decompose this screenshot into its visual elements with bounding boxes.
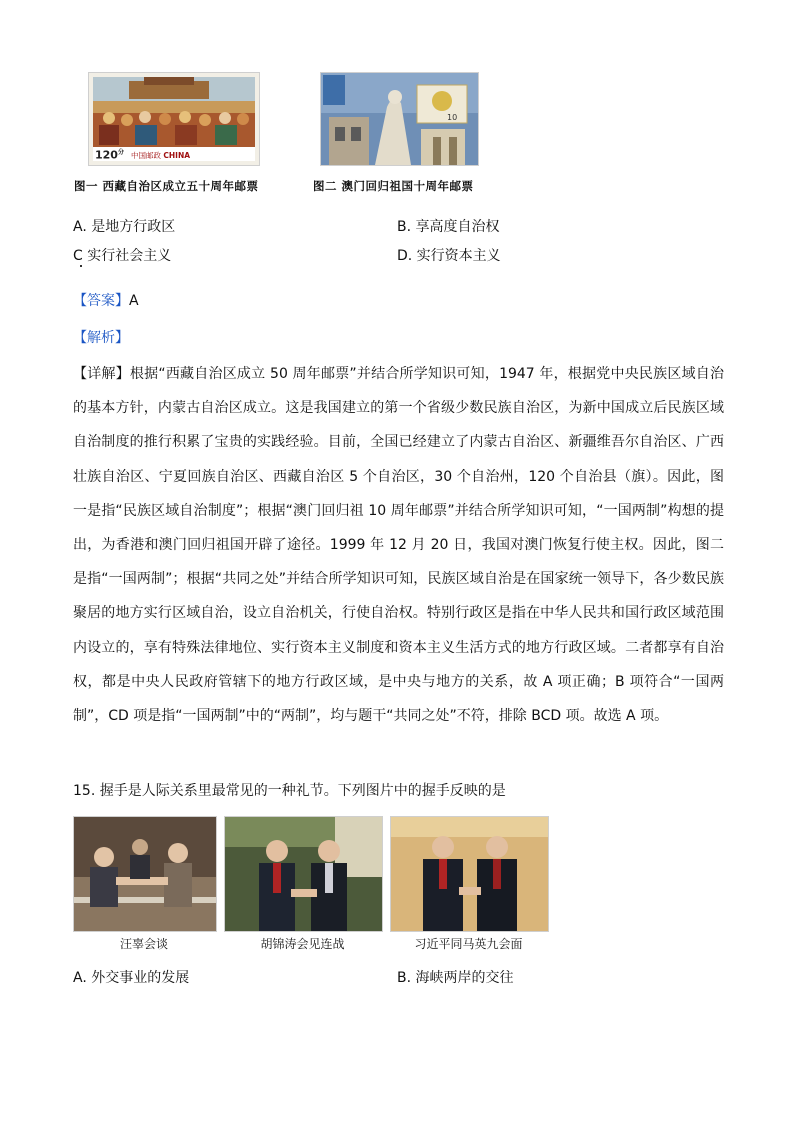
stray-dot [80, 265, 82, 267]
detail-label: 详解 [87, 366, 116, 382]
option-c: C 实行社会主义 [73, 248, 172, 264]
stamp1-postal: 中国邮政 [131, 151, 161, 160]
photo3-caption: 习近平同马英九会面 [414, 937, 523, 951]
analysis-bracket-open: 【 [73, 330, 87, 346]
stamp1-brand: CHINA [163, 151, 191, 160]
photo-illustration [74, 817, 216, 931]
detail-bracket-open: 【 [73, 366, 88, 382]
stamp2-value: 10 [447, 113, 458, 122]
photo1-caption: 汪辜会谈 [119, 937, 168, 951]
answer-value: A [129, 293, 139, 309]
photo-illustration [391, 817, 548, 931]
detail-paragraph [73, 357, 724, 733]
option-b: B. 享高度自治权 [397, 219, 500, 235]
answer-line [73, 290, 139, 310]
option-a: A. 是地方行政区 [73, 219, 176, 235]
analysis-label: 解析 [87, 330, 115, 346]
stamp-image-tibet [88, 72, 260, 166]
figure2-caption: 图二 澳门回归祖国十周年邮票 [313, 179, 474, 193]
answer-label: 答案 [87, 293, 115, 309]
photo-xi-ma-meeting [390, 816, 549, 932]
detail-text: 根据“西藏自治区成立 50 周年邮票”并结合所学知识可知，1947 年，根据党中央民族区域自治的基本方针，内蒙古自治区成立。这是我国建立的第一个省级少数民族自治区，为新中国成立后民族区域自治制度的推行积累了宝贵的实践经验。目前，全国已经建立了内蒙古自治区、新疆维吾尔自治区、广西壮族自治区、宁夏回族自治区、西藏自治区 5 个自治区，30 个自治州，120 个自治县（旗）。因此，图一是指“民族区域自治制度”；根据“澳门回归祖 10 周年邮票”并结合所学知识可知，“一国两制”构想的提出，为香港和澳门回归祖国开辟了途径。1999 年 12 月 20 日，我国对澳门恢复行使主权。因此，图二是指“一国两制”；根据“共同之处”并结合所学知识可知，民族区域自治是在国家统一领导下，各少数民族聚居的地方实行区域自治，设立自治机关，行使自治权。特别行政区是指在中华人民共和国行政区域范围内设立的，享有特殊法律地位、实行资本主义制度和资本主义生活方式的地方行政区域。二者都享有自治权，都是中央人民政府管辖下的地方行政区域，是中央与地方的关系，故 A 项正确；B 项符合“一国两制”，CD 项是指“一国两制”中的“两制”，均与题干“共同之处”不符，排除 BCD 项。故选 A 项。 [73, 366, 725, 725]
detail-bracket-close: 】 [115, 366, 130, 382]
photo-hu-lian-meeting [224, 816, 383, 932]
question-15-stem: 15. 握手是人际关系里最常见的一种礼节。下列图片中的握手反映的是 [73, 783, 506, 799]
figure1-caption: 图一 西藏自治区成立五十周年邮票 [74, 179, 259, 193]
stamp1-unit: 分 [117, 149, 124, 156]
answer-bracket-close: 】 [115, 293, 129, 309]
photo-illustration [225, 817, 382, 931]
photo-wang-gu-talks [73, 816, 217, 932]
analysis-heading [73, 327, 129, 347]
stamp-image-macau [320, 72, 479, 166]
stamp1-value: 120 [95, 148, 118, 162]
q15-option-b: B. 海峡两岸的交往 [397, 970, 514, 986]
option-d: D. 实行资本主义 [397, 248, 501, 264]
analysis-bracket-close: 】 [115, 330, 129, 346]
answer-bracket-open: 【 [73, 293, 87, 309]
photo2-caption: 胡锦涛会见连战 [260, 937, 345, 951]
q15-option-a: A. 外交事业的发展 [73, 970, 190, 986]
